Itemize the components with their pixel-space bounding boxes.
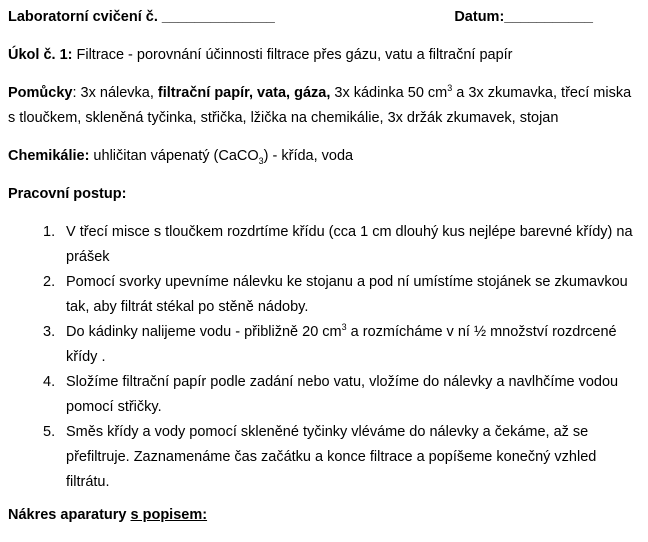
step-number: 2.: [43, 274, 56, 290]
procedure-step-3: [8, 320, 640, 370]
step-number: 5.: [43, 424, 56, 440]
document-header: [8, 5, 640, 30]
tools-paragraph: Pomůcky: 3x nálevka, filtrační papír, vata, gáza, 3x kádinka 50 $cm^3$ a 3x zkumavka, třecí miska s tloučkem, skleněná tyčinka, střička, lžička na chemikálie, 3x držák zkumavek, stojan: [8, 83, 632, 126]
procedure-step-4: [8, 370, 640, 420]
procedure-step-5: [8, 420, 640, 495]
step-number: 3.: [43, 324, 56, 340]
procedure-step-2: [8, 270, 640, 320]
lab-exercise-number-blank: ______________: [161, 9, 275, 25]
procedure-heading: Pracovní postup:: [8, 186, 127, 202]
date-label: [454, 5, 593, 30]
chemicals-paragraph: Chemikálie: uhličitan vápenatý (CaCO$_3$) - křída, voda: [8, 148, 354, 166]
step-text: Pomocí svorky upevníme nálevku ke stojanu a pod ní umístíme stojánek se zkumavkou tak, aby filtrát stékal po stěně nádoby.: [66, 274, 628, 315]
procedure-step-1: [8, 220, 640, 270]
task-title: Úkol č. 1: Filtrace - porovnání účinnosti filtrace přes gázu, vatu a filtrační papír: [8, 47, 513, 63]
step-text: V třecí misce s tloučkem rozdrtíme křídu (cca 1 cm dlouhý kus nejlépe barevné křídy) na prášek: [66, 224, 633, 265]
step-text: Do kádinky nalijeme vodu - přibližně 20 $cm^3$ a rozmícháme v ní ½ množství rozdrcené křídy .: [66, 322, 617, 365]
date-blank: ___________: [504, 9, 593, 25]
lab-exercise-label-text: Laboratorní cvičení č.: [8, 9, 162, 25]
sketch-heading: Nákres aparatury s popisem:: [8, 507, 208, 523]
date-label-text: Datum:: [454, 9, 505, 25]
lab-exercise-number-label: [8, 5, 275, 30]
step-number: 4.: [43, 374, 56, 390]
step-number: 1.: [43, 224, 56, 240]
step-text: Složíme filtrační papír podle zadání nebo vatu, vložíme do nálevky a navlhčíme vodou pomocí střičky.: [66, 374, 619, 415]
procedure-steps-list: [8, 220, 640, 495]
step-text: Směs křídy a vody pomocí skleněné tyčinky vléváme do nálevky a čekáme, až se přefiltruje. Zaznamenáme čas začátku a konce filtrace a popíšeme konečný vzhled filtrátu.: [66, 424, 597, 490]
